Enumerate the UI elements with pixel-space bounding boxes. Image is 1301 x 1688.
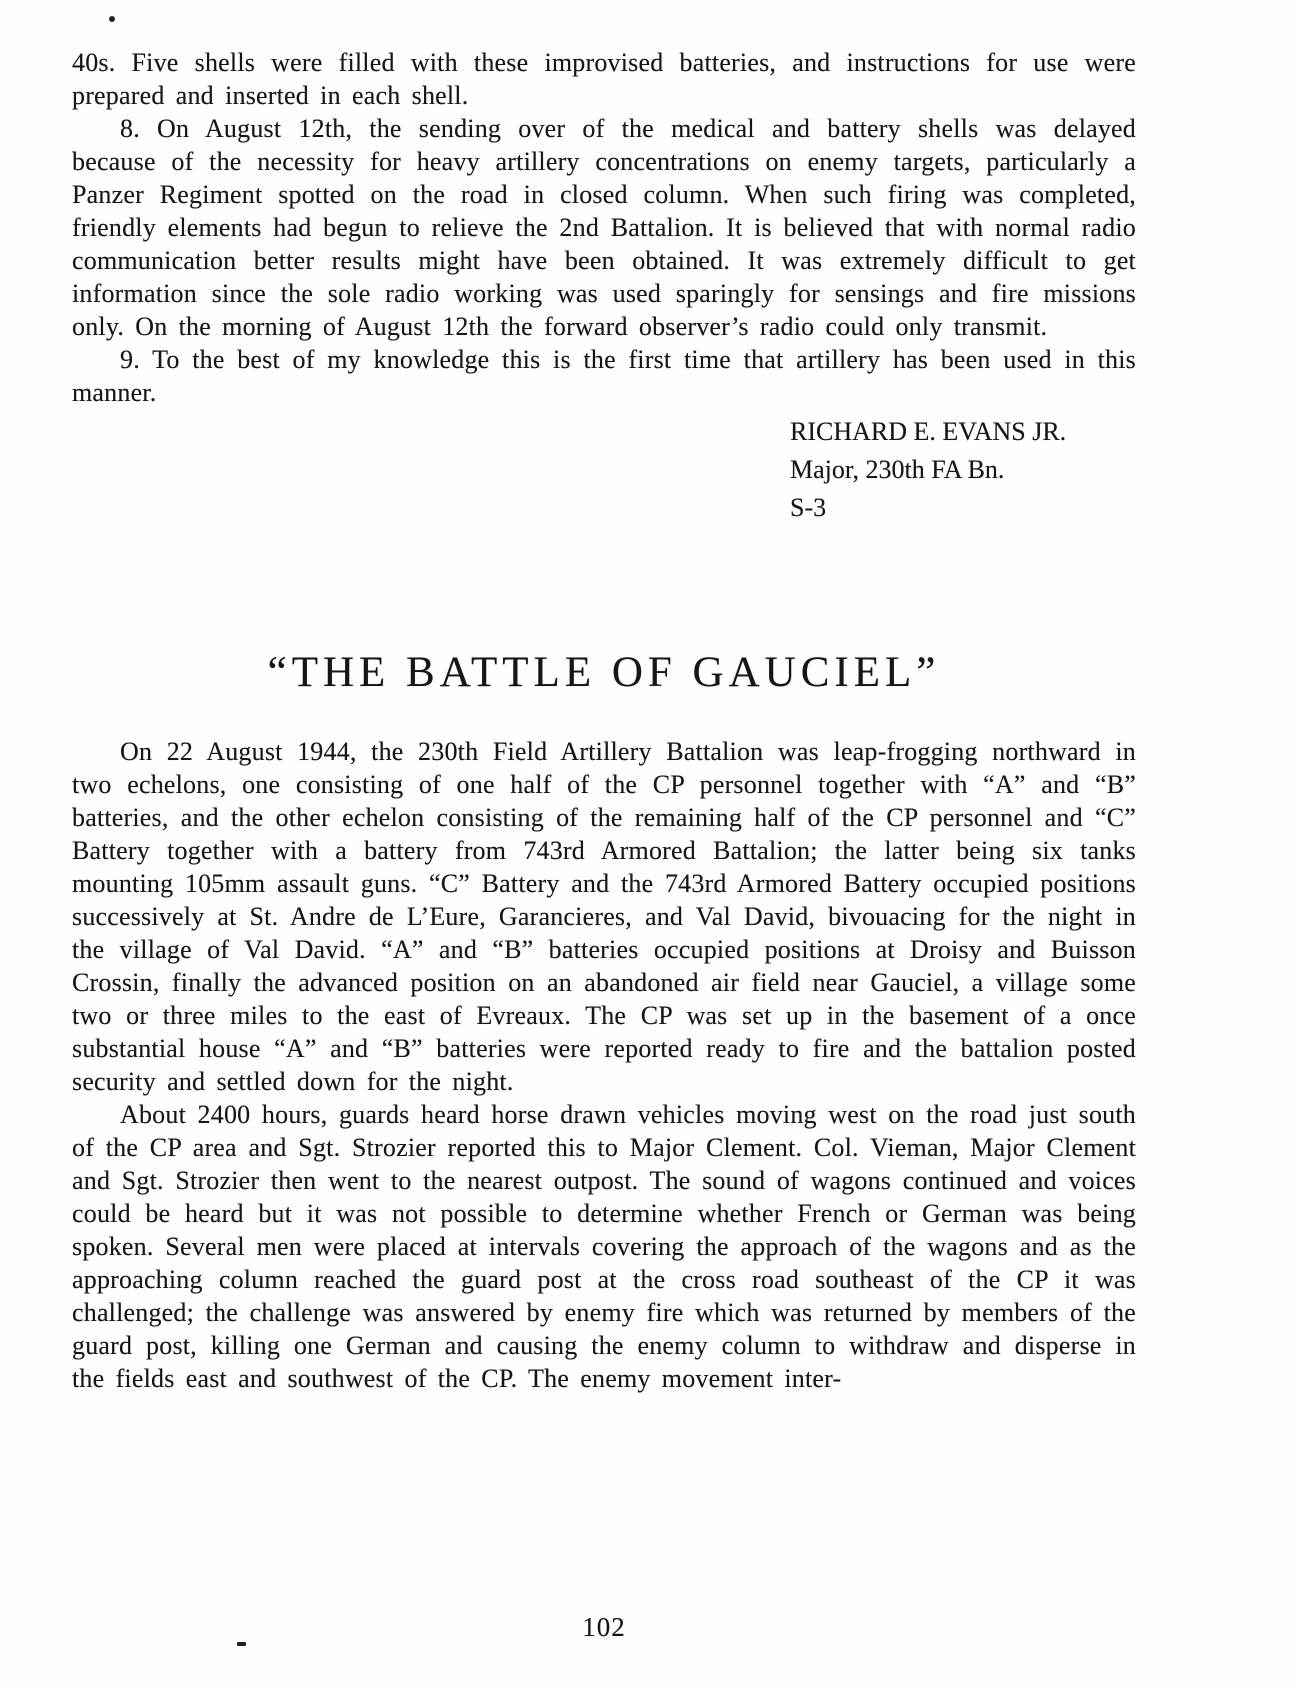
memo-section xyxy=(72,46,1136,527)
signature-position: S-3 xyxy=(790,493,827,522)
scan-artifact-dot xyxy=(237,1642,246,1646)
article-paragraph-2: About 2400 hours, guards heard horse drawn vehicles moving west on the road just south of the CP area and Sgt. Strozier reported this to Major Clement. Col. Vieman, Major Clement and Sgt. Strozier then went to the nearest outpost. The sound of wagons continued and voices could be heard but it was not possible to determine whether French or German was being spoken. Several men were placed at intervals covering the approach of the wagons and as the approaching column reached the guard post at the cross road southeast of the CP it was challenged; the challenge was answered by enemy fire which was returned by members of the guard post, killing one German and causing the enemy column to withdraw and disperse in the fields east and southwest of the CP. The enemy movement inter- xyxy=(72,1100,1136,1393)
signature-name: RICHARD E. EVANS JR. xyxy=(790,417,1067,446)
article-paragraph-1: On 22 August 1944, the 230th Field Artillery Battalion was leap-frogging northward in two echelons, one consisting of one half of the CP personnel together with “A” and “B” batteries, and the other echelon consisting of the remaining half of the CP personnel and “C” Battery together with a battery from 743rd Armored Battalion; the latter being six tanks mounting 105mm assault guns. “C” Battery and the 743rd Armored Battery occupied positions successively at St. Andre de L’Eure, Garancieres, and Val David, bivouacing for the night in the village of Val David. “A” and “B” batteries occupied positions at Droisy and Buisson Crossin, finally the advanced position on an abandoned air field near Gauciel, a village some two or three miles to the east of Evreaux. The CP was set up in the basement of a once substantial house “A” and “B” batteries were reported ready to fire and the battalion posted security and settled down for the night. xyxy=(72,737,1136,1096)
signature-rank-unit: Major, 230th FA Bn. xyxy=(790,455,1005,484)
article-section xyxy=(72,735,1136,1395)
memo-paragraph-continuation: 40s. Five shells were filled with these improvised batteries, and instructions for use were prepared and inserted in each shell. xyxy=(72,48,1136,110)
article-title: “THE BATTLE OF GAUCIEL” xyxy=(267,649,941,696)
page-number: 102 xyxy=(582,1612,626,1642)
scan-artifact-dot xyxy=(109,16,115,22)
signature-block xyxy=(790,413,1136,527)
memo-item-9: 9. To the best of my knowledge this is the first time that artillery has been used in this manner. xyxy=(72,345,1136,407)
memo-item-8: 8. On August 12th, the sending over of the medical and battery shells was delayed because of the necessity for heavy artillery concentrations on enemy targets, particularly a Panzer Regiment spotted on the road in closed column. When such firing was completed, friendly elements had begun to relieve the 2nd Battalion. It is believed that with normal radio communication better results might have been obtained. It was extremely difficult to get information since the sole radio working was used sparingly for sensings and fire missions only. On the morning of August 12th the forward observer’s radio could only transmit. xyxy=(72,114,1136,341)
